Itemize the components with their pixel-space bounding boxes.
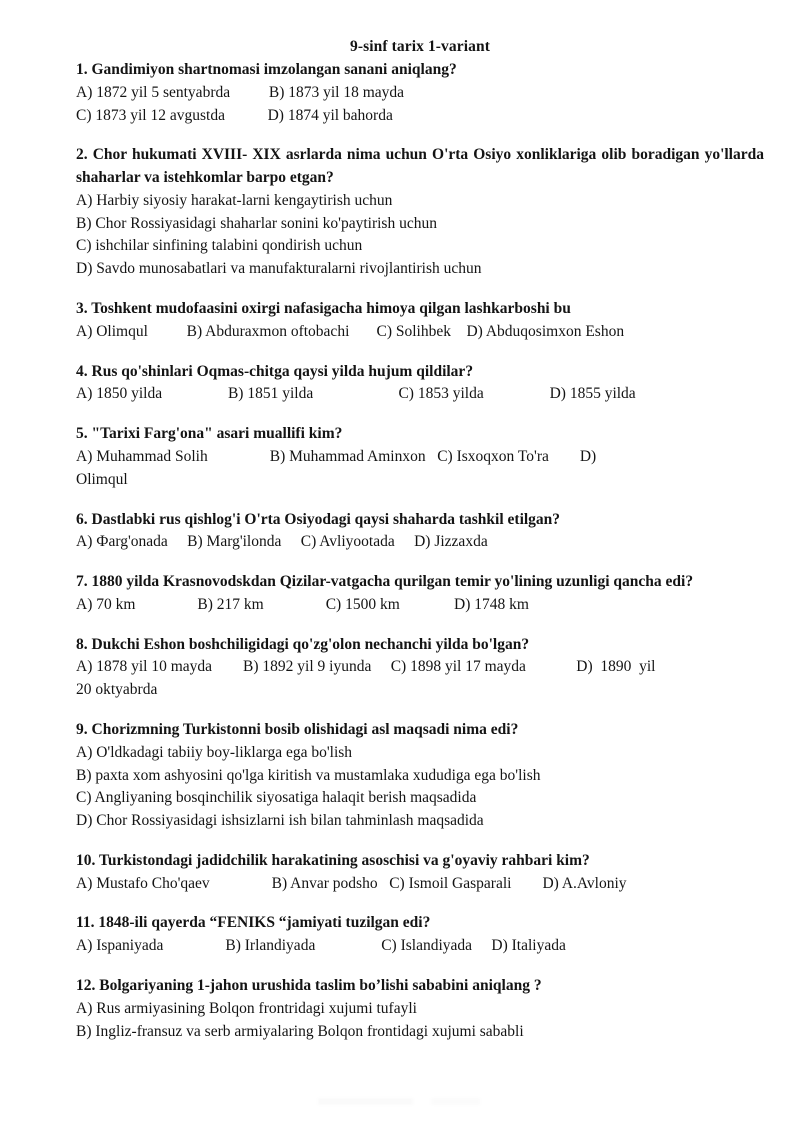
question-block — [76, 423, 764, 491]
question-stem: 1. Gandimiyon shartnomasi imzolangan sanani aniqlang? — [76, 61, 457, 78]
question-stem: 2. Chor hukumati XVIII- XIX asrlarda nima uchun O'rta Osiyo xonliklariga olib boradigan yo'llarda shaharlar va istehkomlar barpo etgan? — [76, 146, 764, 187]
answer-option-line[interactable]: A) Muhammad Solih B) Muhammad Aminxon C) Isxoqxon To'ra D) — [76, 447, 597, 465]
answer-option-line[interactable]: B) Chor Rossiyasidagi shaharlar sonini ko'paytirish uchun — [76, 214, 437, 232]
answer-option-line[interactable]: C) ishchilar sinfining talabini qondirish uchun — [76, 237, 363, 255]
answer-option-line[interactable]: B) Ingliz-fransuz va serb armiyalaring Bolqon frontidagi xujumi sababli — [76, 1022, 524, 1040]
question-block — [76, 361, 764, 407]
question-stem: 5. "Tarixi Farg'ona" asari muallifi kim? — [76, 425, 343, 443]
question-stem: 6. Dastlabki rus qishlog'i O'rta Osiyodagi qaysi shaharda tashkil etilgan? — [76, 510, 561, 528]
question-block — [76, 298, 764, 344]
question-stem: 11. 1848-ili qayerda “FENIKS “jamiyati tuzilgan edi? — [76, 914, 431, 932]
answer-option-line[interactable]: A) Harbiy siyosiy harakat-larni kengaytirish uchun — [76, 191, 393, 209]
question-stem: 8. Dukchi Eshon boshchiligidagi qo'zg'olon nechanchi yilda bo'lgan? — [76, 635, 530, 653]
question-block — [76, 144, 764, 281]
question-stem: 4. Rus qo'shinlari Oqmas-chitga qaysi yilda hujum qildilar? — [76, 362, 474, 380]
question-block — [76, 634, 764, 702]
question-block — [76, 850, 764, 896]
answer-option-line[interactable]: C) 1873 yil 12 avgustda D) 1874 yil bahorda — [76, 106, 393, 124]
question-stem: 9. Chorizmning Turkistonni bosib olishidagi asl maqsadi nima edi? — [76, 720, 519, 738]
answer-option-line[interactable]: A) Rus armiyasining Bolqon frontridagi xujumi tufayli — [76, 999, 417, 1017]
answer-option-line[interactable]: C) Angliyaning bosqinchilik siyosatiga halaqit berish maqsadida — [76, 789, 477, 807]
question-block — [76, 975, 764, 1043]
question-stem: 7. 1880 yilda Krasnovodskdan Qizilar-vatgacha qurilgan temir yo'lining uzunligi qancha edi? — [76, 573, 694, 591]
answer-option-line[interactable]: A) Mustafo Cho'qaev B) Anvar podsho C) Ismoil Gasparali D) A.Avloniy — [76, 874, 627, 892]
question-block — [76, 59, 764, 127]
scan-artifact — [318, 1098, 504, 1105]
answer-option-line[interactable]: A) 1850 yilda B) 1851 yilda C) 1853 yilda D) 1855 yilda — [76, 385, 636, 403]
answer-option-line[interactable]: A) 70 km B) 217 km C) 1500 km D) 1748 km — [76, 595, 529, 613]
answer-option-line[interactable]: A) Ispaniyada B) Irlandiyada C) Islandiyada D) Italiyada — [76, 937, 566, 955]
question-stem: 3. Toshkent mudofaasini oxirgi nafasigacha himoya qilgan lashkarboshi bu — [76, 300, 571, 318]
answer-option-line[interactable]: Olimqul — [76, 470, 128, 488]
question-block — [76, 719, 764, 833]
answer-option-line[interactable]: A) 1878 yil 10 mayda B) 1892 yil 9 iyunda C) 1898 yil 17 mayda D) 1890 yil — [76, 658, 656, 676]
question-block — [76, 571, 764, 617]
question-list — [76, 59, 764, 1043]
question-stem: 12. Bolgariyaning 1-jahon urushida taslim bo’lishi sababini aniqlang ? — [76, 977, 542, 994]
answer-option-line[interactable]: A) Olimqul B) Abduraxmon oftobachi C) Solihbek D) Abduqosimxon Eshon — [76, 322, 625, 340]
page-title: 9-sinf tarix 1-variant — [350, 38, 490, 55]
question-stem: 10. Turkistondagi jadidchilik harakatining asoschisi va g'oyaviy rahbari kim? — [76, 851, 590, 869]
question-block — [76, 912, 764, 958]
answer-option-line[interactable]: D) Chor Rossiyasidagi ishsizlarni ish bilan tahminlash maqsadida — [76, 812, 484, 830]
answer-option-line[interactable]: A) O'ldkadagi tabiiy boy-liklarga ega bo'lish — [76, 743, 353, 761]
answer-option-line[interactable]: D) Savdo munosabatlari va manufakturalarni rivojlantirish uchun — [76, 260, 482, 278]
answer-option-line[interactable]: 20 oktyabrda — [76, 681, 158, 699]
answer-option-line[interactable]: A) Фarg'onada B) Marg'ilonda C) Avliyootada D) Jizzaxda — [76, 533, 488, 551]
document-sheet — [76, 36, 764, 1043]
question-block — [76, 509, 764, 555]
answer-option-line[interactable]: A) 1872 yil 5 sentyabrda B) 1873 yil 18 mayda — [76, 83, 405, 101]
answer-option-line[interactable]: B) paxta xom ashyosini qo'lga kiritish va mustamlaka xududiga ega bo'lish — [76, 766, 541, 784]
